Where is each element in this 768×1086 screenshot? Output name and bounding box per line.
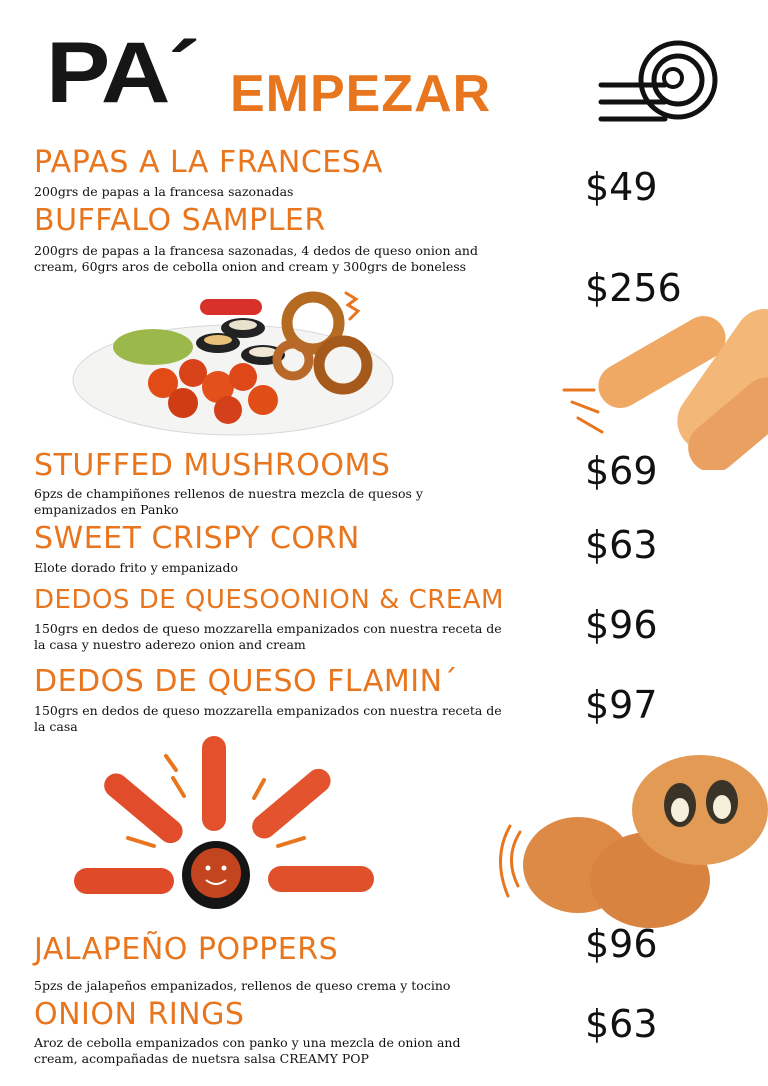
item-desc-mushrooms: 6pzs de champiñones rellenos de nuestra mezcla de quesos y empanizados en Panko <box>34 486 423 517</box>
item-desc-onion-rings: Aroz de cebolla empanizados con panko y una mezcla de onion and cream, acompañadas de nuetsra salsa CREAMY POP <box>34 1035 461 1066</box>
cheese-sticks-photo <box>560 290 768 470</box>
jalapeno-poppers-photo <box>490 740 768 940</box>
price-dedos-flamin: $97 <box>585 683 658 727</box>
item-desc-poppers: 5pzs de jalapeños empanizados, rellenos de queso crema y tocino <box>34 978 451 993</box>
item-name-corn: SWEET CRISPY CORN <box>34 521 360 556</box>
item-name-poppers: JALAPEÑO POPPERS <box>34 932 339 967</box>
item-name-papas: PAPAS A LA FRANCESA <box>34 145 383 180</box>
price-poppers: $96 <box>585 922 658 966</box>
buffalo-sampler-photo <box>68 285 398 445</box>
price-papas: $49 <box>585 165 658 209</box>
page-title-pa: PA´ <box>46 25 199 121</box>
item-desc-papas: 200grs de papas a la francesa sazonadas <box>34 184 294 199</box>
item-name-buffalo: BUFFALO SAMPLER <box>34 203 326 238</box>
item-name-dedos-flamin: DEDOS DE QUESO FLAMIN´ <box>34 664 459 699</box>
price-mushrooms: $69 <box>585 449 658 493</box>
item-desc-dedos-onion: 150grs en dedos de queso mozzarella empanizados con nuestra receta de la casa y nuestro aderezo onion and cream <box>34 621 502 652</box>
flamin-sticks-photo <box>66 730 386 920</box>
item-name-onion-rings: ONION RINGS <box>34 997 245 1032</box>
onion-ring-logo-icon <box>595 40 725 130</box>
item-name-dedos-onion: DEDOS DE QUESOONION & CREAM <box>34 585 504 615</box>
item-name-mushrooms: STUFFED MUSHROOMS <box>34 448 391 483</box>
item-desc-dedos-flamin: 150grs en dedos de queso mozzarella empanizados con nuestra receta de la casa <box>34 703 502 734</box>
item-desc-corn: Elote dorado frito y empanizado <box>34 560 238 575</box>
price-corn: $63 <box>585 523 658 567</box>
price-onion-rings: $63 <box>585 1002 658 1046</box>
item-desc-buffalo: 200grs de papas a la francesa sazonadas, 4 dedos de queso onion and cream, 60grs aros de cebolla onion and cream y 300grs de boneless <box>34 243 478 274</box>
price-buffalo: $256 <box>585 266 682 310</box>
price-dedos-onion: $96 <box>585 603 658 647</box>
page-title-empezar: EMPEZAR <box>230 65 492 123</box>
